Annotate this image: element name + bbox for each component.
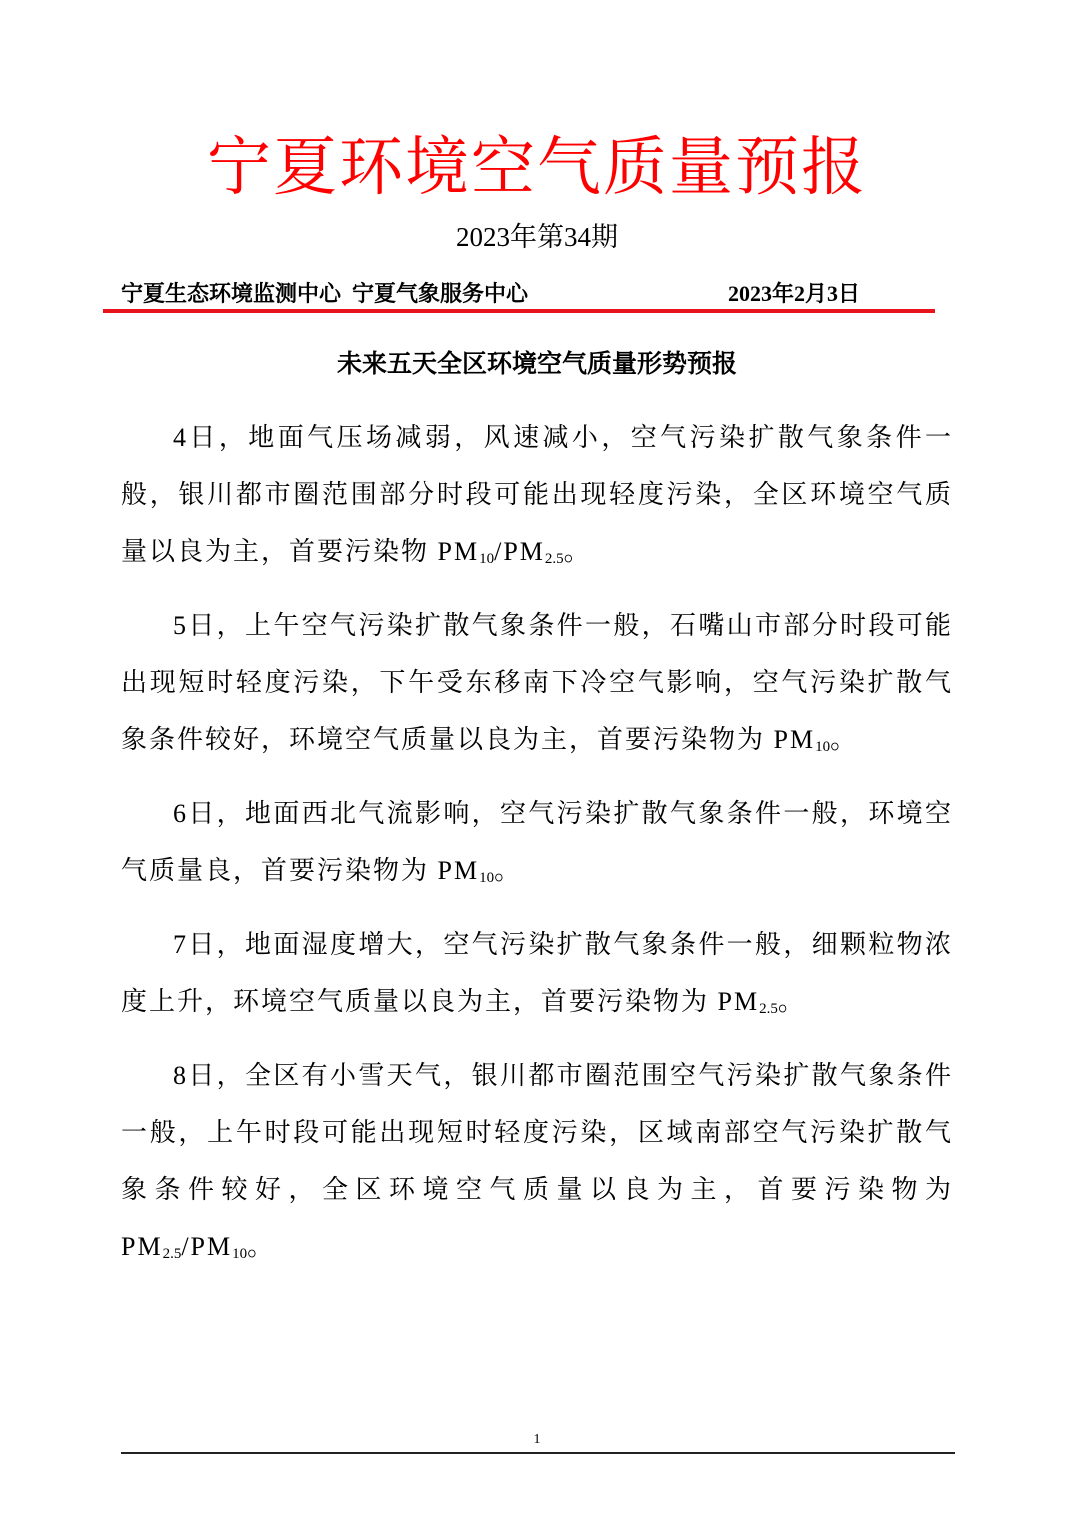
paragraph-text: /PM [181,1232,233,1261]
header-divider [103,309,935,313]
document-title: 宁夏环境空气质量预报 [207,132,867,203]
subscript: 2.5 [759,1001,778,1017]
forecast-paragraph-day-4 [121,409,953,588]
forecast-paragraph-day-7 [121,916,953,1038]
forecast-paragraph-day-8 [121,1047,953,1283]
issue-number: 2023年第34期 [456,222,618,252]
paragraph-text: 。 [563,537,592,566]
paragraph-text: 7日，地面湿度增大，空气污染扩散气象条件一般，细颗粒物浓度上升，环境空气质量以良为主，首要污染物为 PM [121,930,953,1016]
paragraph-text: 。 [247,1232,276,1261]
paragraph-text: 8日，全区有小雪天气，银川都市圈范围空气污染扩散气象条件一般，上午时段可能出现短时轻度污染，区域南部空气污染扩散气象条件较好，全区环境空气质量以良为主，首要污染物为 PM [121,1061,953,1261]
paragraph-text: 5日，上午空气污染扩散气象条件一般，石嘴山市部分时段可能出现短时轻度污染，下午受东移南下冷空气影响，空气污染扩散气象条件较好，环境空气质量以良为主，首要污染物为 PM [121,611,953,754]
page-number: 1 [533,1432,541,1447]
paragraph-text: 。 [830,725,859,754]
section-heading: 未来五天全区环境空气质量形势预报 [336,351,737,378]
paragraph-text: /PM [494,537,545,566]
paragraph-text: 6日，地面西北气流影响，空气污染扩散气象条件一般，环境空气质量良，首要污染物为 PM [121,799,953,885]
issuing-organizations: 宁夏生态环境监测中心 宁夏气象服务中心 [121,281,529,306]
subscript: 2.5 [544,551,564,567]
subscript: 2.5 [162,1246,182,1262]
paragraph-text: 4日，地面气压场减弱，风速减小，空气污染扩散气象条件一般，银川都市圈范围部分时段可能出现轻度污染，全区环境空气质量以良为主，首要污染物 PM [121,423,953,566]
footer-divider [121,1452,955,1454]
subscript: 10 [479,870,495,886]
subscript: 10 [232,1246,248,1262]
forecast-paragraph-day-6 [121,785,953,907]
paragraph-text: 。 [494,856,523,885]
subscript: 10 [479,551,495,567]
forecast-paragraph-day-5 [121,597,953,776]
forecast-body [121,409,953,1292]
issue-date: 2023年2月3日 [728,281,861,306]
subscript: 10 [815,739,831,755]
paragraph-text: 。 [777,987,806,1016]
